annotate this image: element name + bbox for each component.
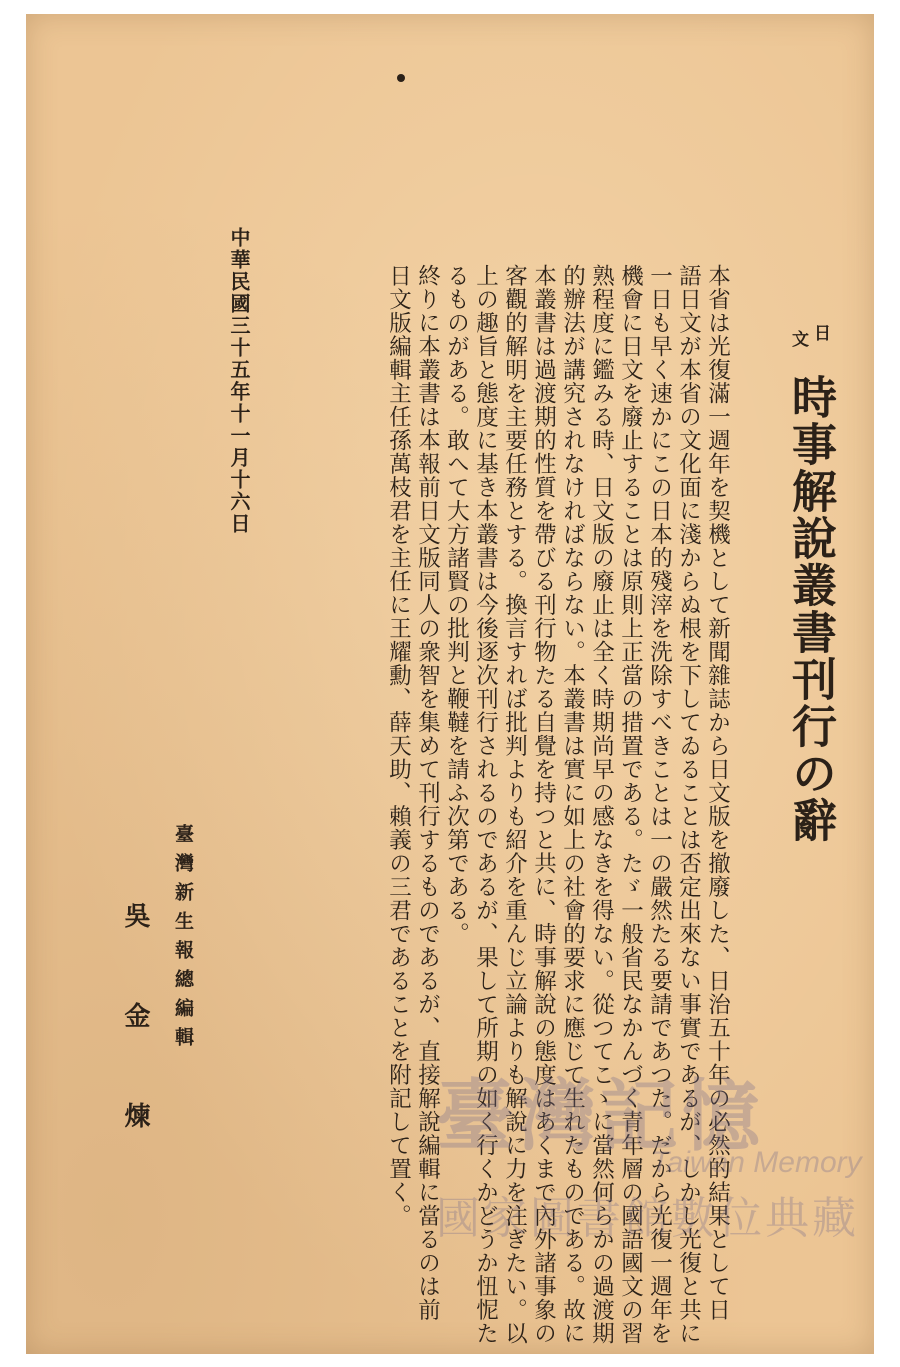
paragraph-line-11: 終りに本叢書は本報前日文版同人の衆智を集めて刊行するものであるが、直接解說編輯に當るのは前	[414, 264, 441, 1322]
paragraph-line-12: 日文版編輯主任孫萬枝君を主任に王耀勳、薛天助、賴義の三君であることを附記して置く。	[385, 264, 412, 1228]
paragraph-line-10: るものがある。敢へて大方諸賢の批判と鞭韃を請ふ次第である。	[443, 264, 470, 946]
paragraph-line-7: 本叢書は過渡期的性質を帶びる刊行物たる自覺を持つと共に、時事解說の態度はあくまで內外諸事象の	[530, 264, 557, 1345]
paragraph-line-1: 本省は光復滿一週年を契機として新聞雜誌から日文版を撤廢した、日治五十年の必然的結果として日	[704, 264, 731, 1322]
language-label-bottom: 文	[792, 330, 809, 350]
watermark-main-text: 臺灣記憶	[436, 1071, 765, 1162]
paragraph-line-4: 機會に日文を廢止することは原則上正當の措置である。たゞ一般省民なかんづく青年層の國語國文の習	[617, 264, 644, 1345]
signer-name: 吳金煉	[120, 902, 150, 1202]
paragraph-line-2: 語日文が本省の文化面に淺からぬ根を下してゐることは否定出來ない事實であるが、しかし光復と共に	[675, 264, 702, 1345]
watermark-sub-text: 國家圖書館數位典藏	[436, 1193, 859, 1244]
document-page	[26, 14, 874, 1354]
punch-mark	[397, 74, 405, 82]
archive-watermark	[436, 1054, 876, 1264]
paragraph-line-8: 客觀的解明を主要任務とする。換言すれば批判よりも紹介を重んじ立論よりも解說に力を注ぎたい。以	[501, 264, 528, 1345]
paragraph-line-3: 一日も早く速かにこの日本的殘滓を洗除すべきことは一の嚴然たる要請であつた。だから光復一週年を	[646, 264, 673, 1345]
language-label-top: 日	[814, 324, 831, 344]
organization-title: 臺灣新生報總編輯	[172, 824, 194, 1056]
watermark-english-text: Taiwan Memory	[651, 1146, 862, 1179]
document-date: 中華民國三十五年十一月十六日	[227, 227, 251, 535]
paragraph-line-6: 的辦法が講究されなければならない。本叢書は實に如上の社會的要求に應じて生れたものである。故に	[559, 264, 586, 1345]
paragraph-line-9: 上の趣旨と態度に基き本叢書は今後逐次刊行されるのであるが、果して所期の如く行くかどうか忸怩た	[472, 264, 499, 1345]
paragraph-line-5: 熟程度に鑑みる時、日文版の廢止は全く時期尚早の感なきを得ない。從つてこゝに當然何らかの過渡期	[588, 264, 615, 1345]
language-label	[786, 326, 846, 366]
document-title: 時事解說叢書刊行の辭	[784, 374, 837, 844]
